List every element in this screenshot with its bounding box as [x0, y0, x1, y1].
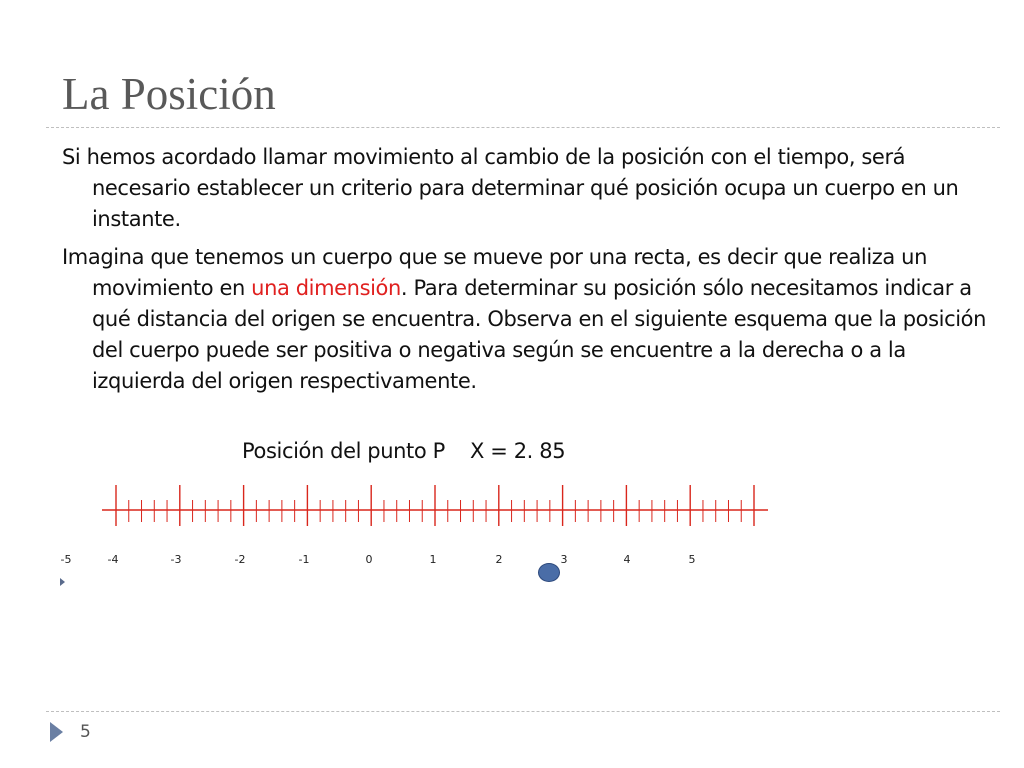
tick-label: -2	[234, 553, 246, 566]
paragraph-text-end: . Para determinar su posición sólo necesitamos indicar a qué distancia del origen se encuentra. Observa en el siguiente esquema que la posición del cuerpo puede ser positiva o negativa según se encuentre a la derecha o a la izquierda del origen respectivamente.	[92, 276, 987, 393]
footer-divider	[46, 711, 1000, 712]
title-divider	[46, 127, 1000, 128]
paragraph-text-start: Imagina que tenemos un cuerpo que se mueve por una recta, es decir que realiza un movimiento en	[62, 245, 927, 300]
paragraph-one-dimension	[62, 242, 1002, 397]
number-line	[0, 470, 1024, 530]
tick-label: 2	[495, 553, 503, 566]
tick-label: 3	[560, 553, 568, 566]
tick-label: 4	[623, 553, 631, 566]
tick-label: 5	[688, 553, 696, 566]
point-p-marker	[538, 563, 560, 582]
tick-label: -1	[298, 553, 310, 566]
tick-label: -5	[60, 553, 72, 566]
tick-label: -4	[107, 553, 119, 566]
tick-label: -3	[170, 553, 182, 566]
highlight-one-dimension: una dimensión	[251, 276, 401, 300]
slide-title: La Posición	[62, 69, 276, 119]
tick-label: 1	[429, 553, 437, 566]
slide-marker-icon	[50, 722, 63, 742]
bullet-arrow-icon	[60, 578, 65, 586]
paragraph-movement-definition: Si hemos acordado llamar movimiento al cambio de la posición con el tiempo, será necesario establecer un criterio para determinar qué posición ocupa un cuerpo en un instante.	[62, 145, 959, 231]
tick-label: 0	[365, 553, 373, 566]
position-label: Posición del punto P X = 2. 85	[242, 439, 566, 463]
page-number: 5	[80, 722, 91, 742]
